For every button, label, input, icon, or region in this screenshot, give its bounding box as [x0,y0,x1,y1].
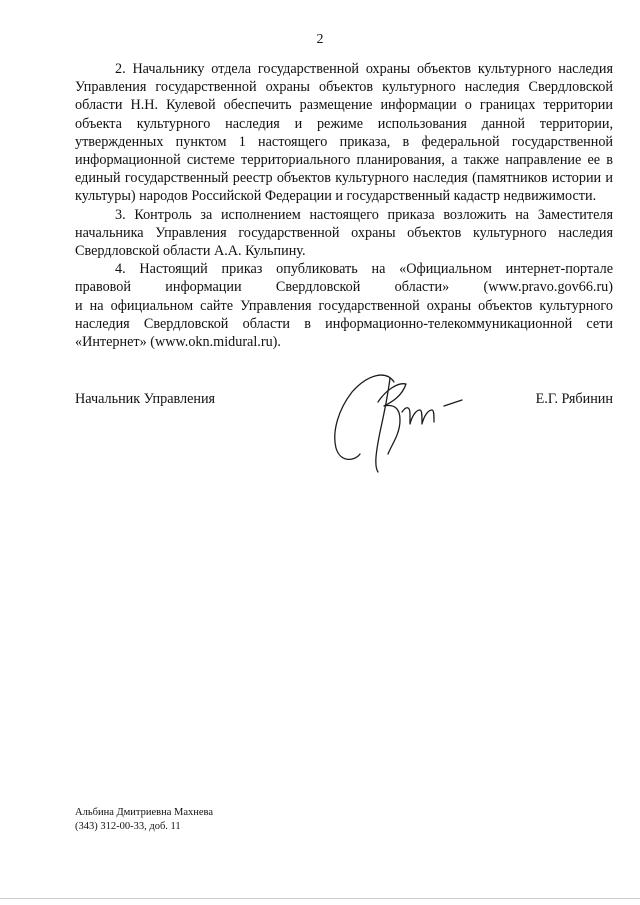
page-edge-divider [0,898,640,899]
paragraph-4-line: «Интернет» (www.okn.midural.ru). [75,334,281,351]
paragraph-4-line: правовой информации Свердловской области» (www.pravo.gov66.ru) [75,279,613,296]
handwritten-signature [330,362,480,474]
order-body [75,60,613,351]
paragraph-3: 3. Контроль за исполнением настоящего приказа возложить на Заместителя начальника Управления государственной охраны объектов культурного наследия Свердловской области А.А. Кульпину. [75,206,613,260]
paragraph-4-line: 4. Настоящий приказ опубликовать на «Официальном интернет-портале [115,261,613,278]
paragraph-4 [75,260,613,351]
signer-name: Е.Г. Рябинин [535,391,613,407]
paragraph-4-line: и на официальном сайте Управления государственной охраны объектов культурного [75,297,613,314]
paragraph-2: 2. Начальнику отдела государственной охраны объектов культурного наследия Управления государственной охраны объектов культурного наследия Свердловской области Н.Н. Кулевой обеспечить размещение информации о границах территории объекта культурного наследия и режиме использования данной территории, утвержденных пунктом 1 настоящего приказа, в федеральной государственной информационной системе территориального планирования, а также направление ее в единый государственный реестр объектов культурного наследия (памятников истории и культуры) народов Российской Федерации и государственный кадастр недвижимости. [75,61,613,205]
paragraph-4-line: наследия Свердловской области в информационно-телекоммуникационной сети [75,315,613,332]
executor-phone: (343) 312-00-33, доб. 11 [75,821,181,832]
signer-position: Начальник Управления [75,391,216,407]
page-number: 2 [316,32,324,47]
executor-name: Альбина Дмитриевна Махнева [75,807,214,818]
executor-info [75,806,213,834]
